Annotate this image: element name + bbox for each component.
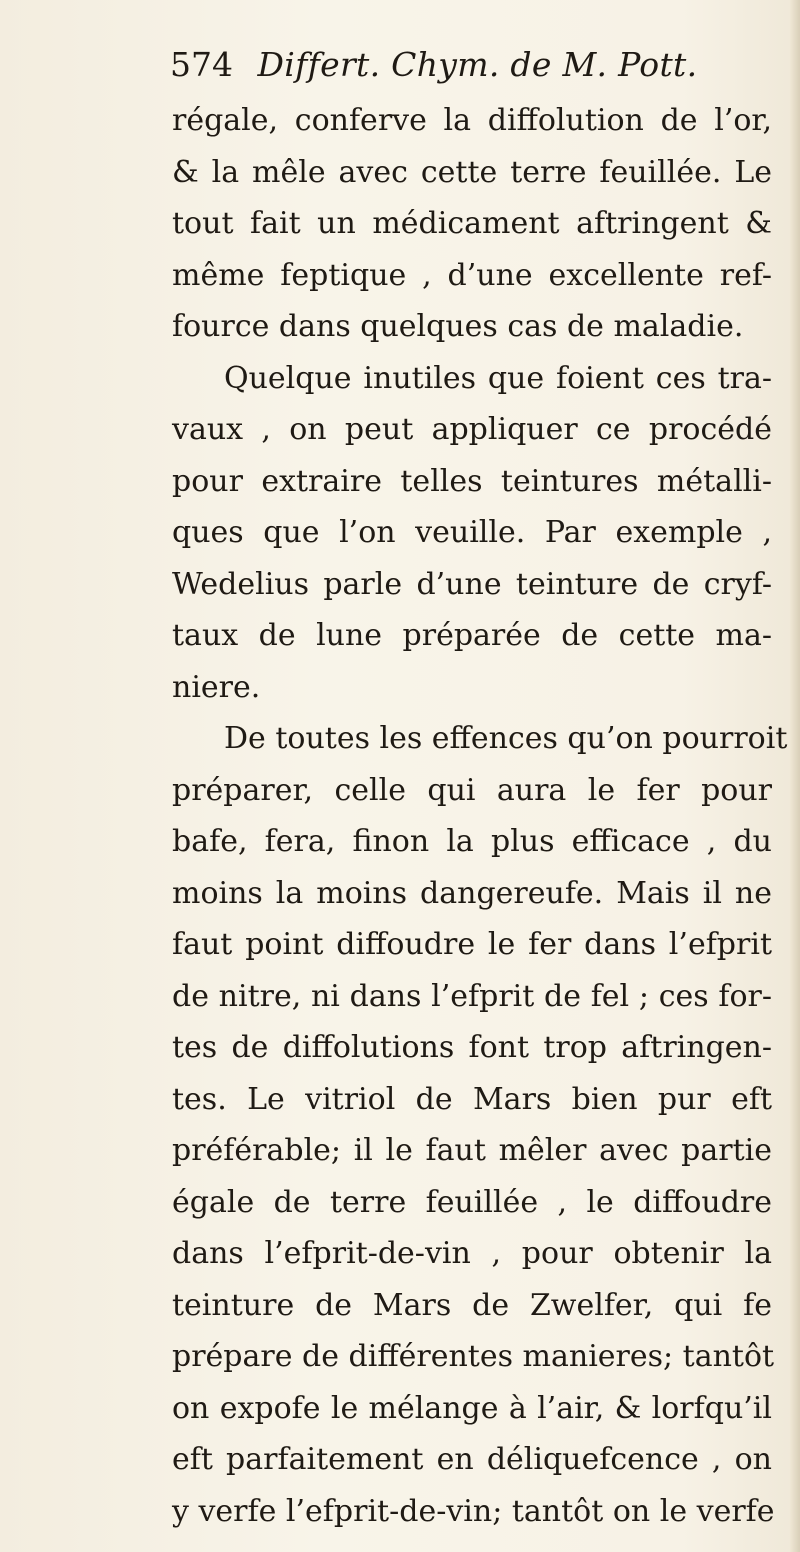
text-line: bafe, fera, finon la plus efficace , du	[172, 824, 772, 859]
text-line: tout fait un médicament aftringent &	[172, 206, 772, 241]
text-line: vaux , on peut appliquer ce procédé	[172, 412, 772, 447]
text-line: on expofe le mélange à l’air, & lorfqu’il	[172, 1390, 772, 1426]
text-line: égale de terre feuillée , le diffoudre	[172, 1184, 772, 1220]
paragraph-start-line: Quelque inutiles que foient ces tra-	[224, 360, 772, 396]
text-line: tes. Le vitriol de Mars bien pur eft	[172, 1081, 772, 1117]
text-line: teinture de Mars de Zwelfer, qui fe	[172, 1287, 772, 1323]
text-line: régale, conferve la diffolution de l’or,	[172, 103, 772, 138]
text-line: taux de lune préparée de cette ma-	[172, 618, 772, 653]
text-line: faut point diffoudre le fer dans l’efprit	[172, 927, 772, 962]
body-text	[172, 95, 788, 1537]
page-edge	[790, 0, 800, 1552]
page-number: 574	[170, 45, 233, 84]
paragraph-start-line: De toutes les effences qu’on pourroit	[224, 721, 788, 756]
text-line: & la mêle avec cette terre feuillée. Le	[172, 154, 772, 190]
text-line: moins la moins dangereufe. Mais il ne	[172, 875, 772, 911]
running-head: Differt. Chym. de M. Pott.	[257, 45, 698, 84]
text-line: tes de diffolutions font trop aftringen-	[172, 1030, 772, 1065]
text-line: préférable; il le faut mêler avec partie	[172, 1133, 772, 1168]
text-line: ques que l’on veuille. Par exemple ,	[172, 515, 772, 550]
text-line: niere.	[172, 669, 261, 705]
text-line: même feptique , d’une excellente ref-	[172, 257, 772, 293]
text-line: Wedelius parle d’une teinture de cryf-	[172, 566, 772, 602]
text-line: dans l’efprit-de-vin , pour obtenir la	[172, 1236, 772, 1271]
text-line: prépare de différentes manieres; tantôt	[172, 1339, 775, 1374]
text-line: préparer, celle qui aura le fer pour	[172, 772, 772, 808]
text-line: fource dans quelques cas de maladie.	[172, 309, 744, 344]
text-line: y verfe l’efprit-de-vin; tantôt on le verfe	[172, 1493, 775, 1529]
text-line: de nitre, ni dans l’efprit de fel ; ces for-	[172, 978, 772, 1014]
page-header	[170, 40, 730, 90]
text-line: eft parfaitement en déliquefcence , on	[172, 1442, 772, 1477]
text-line: pour extraire telles teintures métalli-	[172, 463, 772, 499]
